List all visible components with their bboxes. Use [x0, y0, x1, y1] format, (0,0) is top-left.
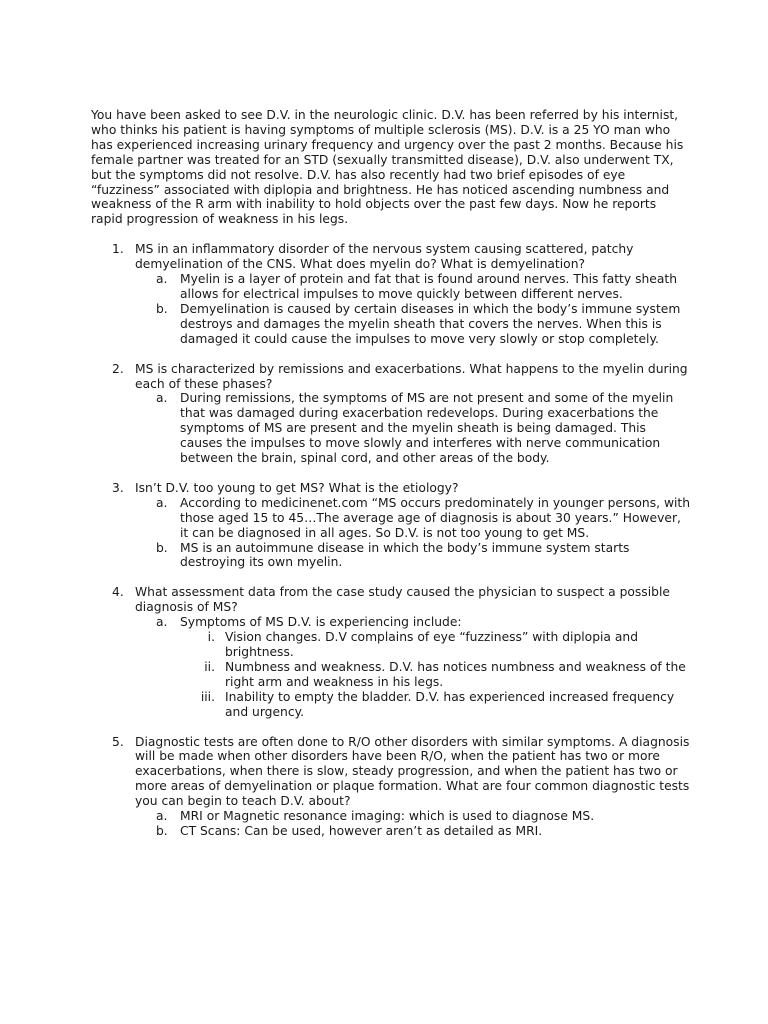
answer-letter: b.: [156, 540, 168, 555]
answer-item: [156, 391, 691, 466]
question-2: [91, 362, 691, 466]
answer-text: CT Scans: Can be used, however aren’t as detailed as MRI.: [180, 823, 543, 838]
symptom-number: iii.: [200, 689, 215, 704]
case-study-intro: You have been asked to see D.V. in the neurologic clinic. D.V. has been referred by his internist, who thinks his patient is having symptoms of multiple sclerosis (MS). D.V. is a 25 YO man who has experienced increasing urinary frequency and urgency over the past 2 months. Because his female partner was treated for an STD (sexually transmitted disease), D.V. also underwent TX, but the symptoms did not resolve. D.V. has also recently had two brief episodes of eye “fuzziness” associated with diplopia and brightness. He has noticed ascending numbness and weakness of the R arm with inability to hold objects over the past few days. Now he reports rapid progression of weakness in his legs.: [91, 108, 684, 227]
symptom-item: [207, 630, 691, 660]
symptom-number: ii.: [204, 659, 215, 674]
question-3: [91, 481, 691, 570]
answer-letter: a.: [156, 391, 168, 406]
answer-item: [156, 495, 691, 541]
symptom-item: [200, 689, 691, 720]
answer-letter: a.: [156, 615, 168, 630]
question-text: Isn’t D.V. too young to get MS? What is the etiology?: [135, 480, 459, 495]
answer-text: Symptoms of MS D.V. is experiencing include:: [180, 615, 462, 630]
symptom-text: Vision changes. D.V complains of eye “fuzziness” with diplopia and brightness.: [225, 630, 639, 659]
symptom-text: Numbness and weakness. D.V. has notices numbness and weakness of the right arm and weakness in his legs.: [225, 659, 686, 689]
answer-item: [156, 540, 691, 571]
answer-list: [135, 809, 691, 839]
answer-text: MRI or Magnetic resonance imaging: which is used to diagnose MS.: [180, 809, 595, 824]
symptom-list: [180, 630, 691, 719]
question-number: 3.: [112, 480, 124, 495]
answer-list: [135, 496, 691, 571]
answer-text: Demyelination is caused by certain diseases in which the body’s immune system destroys and damages the myelin sheath that covers the nerves. When this is damaged it could cause the impulses to move very slowly or stop completely.: [180, 301, 681, 346]
answer-item: [156, 823, 691, 839]
symptom-number: i.: [207, 630, 215, 645]
answer-list: [135, 615, 691, 719]
question-4: [91, 585, 691, 719]
symptom-text: Inability to empty the bladder. D.V. has experienced increased frequency and urgency.: [225, 689, 675, 719]
answer-item: [156, 615, 691, 719]
question-5: [91, 735, 691, 839]
answer-letter: a.: [156, 809, 168, 824]
question-text: Diagnostic tests are often done to R/O other disorders with similar symptoms. A diagnosis will be made when other disorders have been R/O, when the patient has two or more exacerbations, when there is slow, steady progression, and when the patient has two or more areas of demyelination or plaque formation. What are four common diagnostic tests you can begin to teach D.V. about?: [135, 734, 690, 809]
answer-letter: a.: [156, 272, 168, 287]
question-text: What assessment data from the case study caused the physician to suspect a possible diagnosis of MS?: [135, 585, 670, 615]
answer-letter: a.: [156, 495, 168, 510]
answer-item: [156, 301, 691, 347]
question-text: MS in an inflammatory disorder of the nervous system causing scattered, patchy demyelination of the CNS. What does myelin do? What is demyelination?: [135, 242, 634, 272]
answer-letter: b.: [156, 301, 168, 316]
question-number: 2.: [112, 361, 124, 376]
answer-letter: b.: [156, 823, 168, 838]
document-page: [91, 108, 691, 854]
answer-text: According to medicinenet.com “MS occurs predominately in younger persons, with those aged 15 to 45…The average age of diagnosis is about 30 years.” However, it can be diagnosed in all ages. So D.V. is not too young to get MS.: [180, 495, 691, 540]
question-list: [91, 242, 691, 839]
answer-list: [135, 272, 691, 347]
question-1: [91, 242, 691, 346]
symptom-item: [204, 659, 691, 690]
answer-text: Myelin is a layer of protein and fat that is found around nerves. This fatty sheath allows for electrical impulses to move quickly between different nerves.: [180, 272, 677, 301]
answer-text: MS is an autoimmune disease in which the body’s immune system starts destroying its own myelin.: [180, 540, 630, 570]
answer-item: [156, 809, 691, 824]
question-text: MS is characterized by remissions and exacerbations. What happens to the myelin during each of these phases?: [135, 361, 688, 391]
question-number: 1.: [112, 242, 124, 257]
answer-item: [156, 272, 691, 302]
answer-text: During remissions, the symptoms of MS are not present and some of the myelin that was damaged during exacerbation redevelops. During exacerbations the symptoms of MS are present and the myelin sheath is being damaged. This causes the impulses to move slowly and interferes with nerve communication between the brain, spinal cord, and other areas of the body.: [180, 391, 674, 466]
answer-list: [135, 391, 691, 466]
question-number: 5.: [112, 734, 124, 749]
question-number: 4.: [112, 585, 124, 600]
